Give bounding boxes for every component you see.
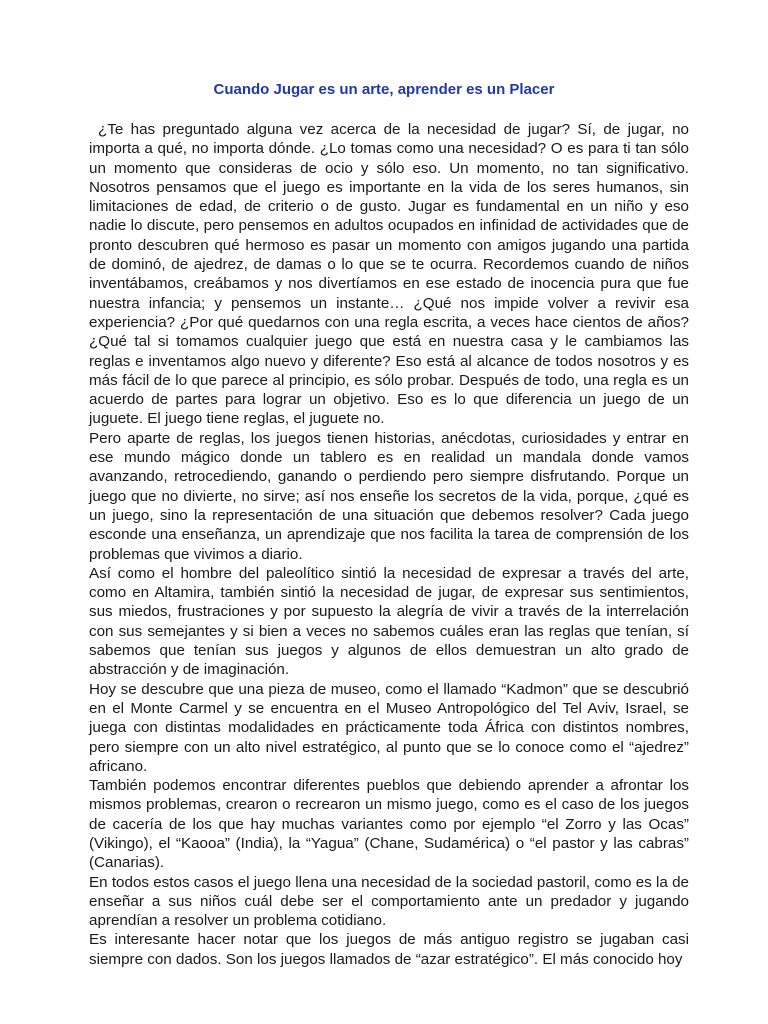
- paragraph-5: También podemos encontrar diferentes pueblos que debiendo aprender a afrontar los mismos problemas, crearon o recrearon un mismo juego, como es el caso de los juegos de cacería de los que hay muchas variantes como por ejemplo “el Zorro y las Ocas” (Vikingo), el “Kaooa” (India), la “Yagua” (Chane, Sudamérica) o “el pastor y las cabras” (Canarias).: [89, 777, 689, 872]
- paragraph-7: Es interesante hacer notar que los juegos de más antiguo registro se jugaban casi siempre con dados. Son los juegos llamados de “azar estratégico”. El más conocido hoy: [89, 931, 689, 968]
- document-title: Cuando Jugar es un arte, aprender es un Placer: [213, 81, 555, 98]
- paragraph-3: Así como el hombre del paleolítico sintió la necesidad de expresar a través del arte, como en Altamira, también sintió la necesidad de jugar, de expresar sus sentimientos, sus miedos, frustraciones y por supuesto la alegría de vivir a través de la interrelación con sus semejantes y si bien a veces no sabemos cuáles eran las reglas que tenían, sí sabemos que tenían sus juegos y algunos de ellos demuestran un alto grado de abstracción y de imaginación.: [89, 564, 689, 679]
- paragraph-2: Pero aparte de reglas, los juegos tienen historias, anécdotas, curiosidades y entrar en ese mundo mágico donde un tablero es en realidad un mandala donde vamos avanzando, retrocediendo, ganando o perdiendo pero siempre disfrutando. Porque un juego que no divierte, no sirve; así nos enseñe los secretos de la vida, porque, ¿qué es un juego, sino la representación de una situación que debemos resolver? Cada juego esconde una enseñanza, un aprendizaje que nos facilita la tarea de comprensión de los problemas que vivimos a diario.: [89, 429, 689, 563]
- paragraph-1: ¿Te has preguntado alguna vez acerca de la necesidad de jugar? Sí, de jugar, no importa a qué, no importa dónde. ¿Lo tomas como una necesidad? O es para ti tan sólo un momento que consideras de ocio y sólo eso. Un momento, no tan significativo. Nosotros pensamos que el juego es importante en la vida de los seres humanos, sin limitaciones de edad, de criterio o de gusto. Jugar es fundamental en un niño y eso nadie lo discute, pero pensemos en adultos ocupados en infinidad de actividades que de pronto descubren qué hermoso es pasar un momento con amigos jugando una partida de dominó, de ajedrez, de damas o lo que se te ocurra. Recordemos cuando de niños inventábamos, creábamos y nos divertíamos en ese estado de inocencia pura que fue nuestra infancia; y pensemos un instante… ¿Qué nos impide volver a revivir esa experiencia? ¿Por qué quedarnos con una regla escrita, a veces hace cientos de años? ¿Qué tal si tomamos cualquier juego que está en nuestra casa y le cambiamos las reglas e inventamos algo nuevo y diferente? Eso está al alcance de todos nosotros y es más fácil de lo que parece al principio, es sólo probar. Después de todo, una regla es un acuerdo de partes para lograr un objetivo. Eso es lo que diferencia un juego de un juguete. El juego tiene reglas, el juguete no.: [89, 121, 689, 428]
- document-body: [89, 120, 689, 969]
- paragraph-6: En todos estos casos el juego llena una necesidad de la sociedad pastoril, como es la de enseñar a sus niños cuál debe ser el comportamiento ante un predador y jugando aprendían a resolver un problema cotidiano.: [89, 873, 689, 930]
- paragraph-4: Hoy se descubre que una pieza de museo, como el llamado “Kadmon” que se descubrió en el Monte Carmel y se encuentra en el Museo Antropológico del Tel Aviv, Israel, se juega con distintas modalidades en prácticamente toda África con distintos nombres, pero siempre con un alto nivel estratégico, al punto que se lo conoce como el “ajedrez” africano.: [89, 680, 689, 775]
